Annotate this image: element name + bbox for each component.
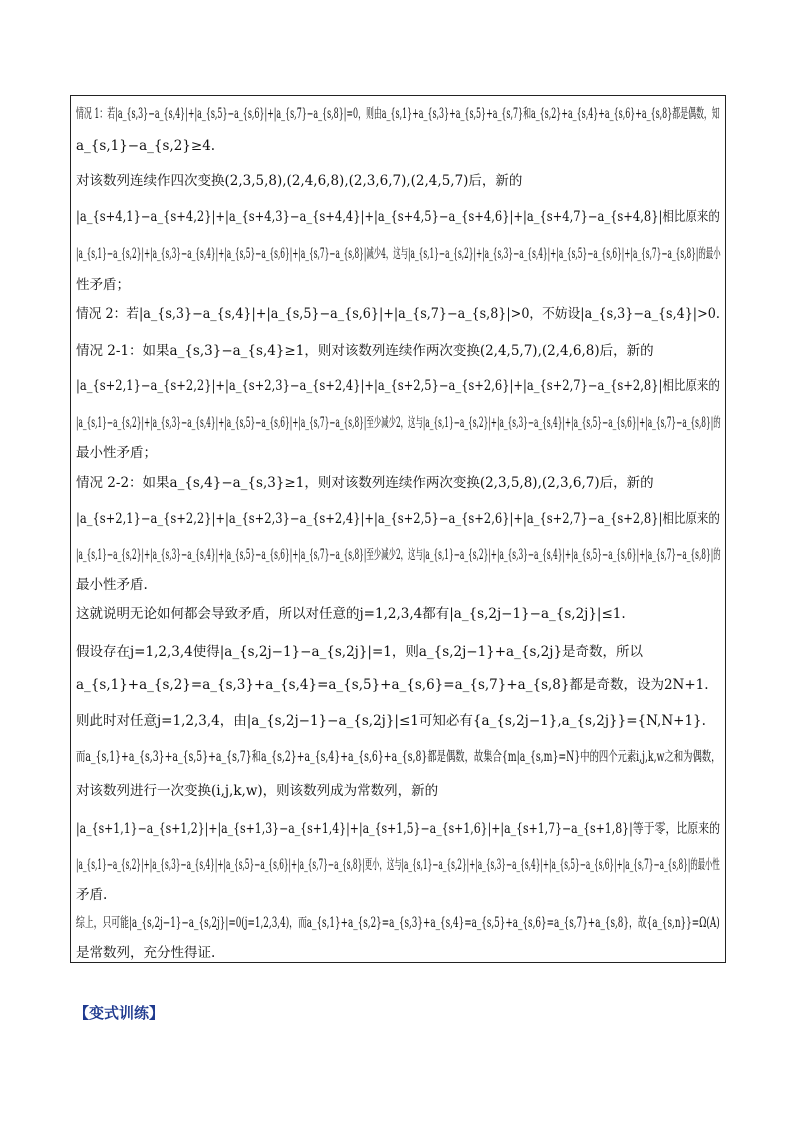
text-line-16: 这就说明无论如何都会导致矛盾，所以对任意的j=1,2,3,4都有|a_{s,2j−1}−a_{s,2j}|≤1. <box>76 606 626 622</box>
text-line-10: |a_{s,1}−a_{s,2}|+|a_{s,3}−a_{s,4}|+|a_{s,5}−a_{s,6}|+|a_{s,7}−a_{s,8}|至少减少2，这与|a_{s,1}−a_{s,2}|+|a_{s,3}−a_{s,4}|+|a_{s,5}−a_{s,6}|+|a_{s,7}−a_{s,8}|的 <box>76 415 721 431</box>
text-line-24: 矛盾. <box>76 887 108 903</box>
text-line-20: 而a_{s,1}+a_{s,3}+a_{s,5}+a_{s,7}和a_{s,2}+a_{s,4}+a_{s,6}+a_{s,8}都是偶数，故集合{m|a_{s,m}=N}中的四个元素i,j,k,w之和为偶数， <box>76 749 721 765</box>
text-line-9: |a_{s+2,1}−a_{s+2,2}|+|a_{s+2,3}−a_{s+2,4}|+|a_{s+2,5}−a_{s+2,6}|+|a_{s+2,7}−a_{s+2,8}|相比原来的 <box>76 378 720 394</box>
section-title: 【变式训练】 <box>74 1004 165 1022</box>
text-line-21: 对该数列进行一次变换(i,j,k,w)，则该数列成为常数列，新的 <box>76 783 439 799</box>
text-line-8: 情况 2-1：如果a_{s,3}−a_{s,4}≥1，则对该数列连续作两次变换(2,4,5,7),(2,4,6,8)后，新的 <box>76 343 654 359</box>
text-line-18: a_{s,1}+a_{s,2}=a_{s,3}+a_{s,4}=a_{s,5}+a_{s,6}=a_{s,7}+a_{s,8}都是奇数，设为2N+1. <box>76 677 709 693</box>
text-line-26: 是常数列，充分性得证. <box>76 945 216 961</box>
text-line-22: |a_{s+1,1}−a_{s+1,2}|+|a_{s+1,3}−a_{s+1,4}|+|a_{s+1,5}−a_{s+1,6}|+|a_{s+1,7}−a_{s+1,8}|等于零，比原来的 <box>76 821 721 837</box>
text-line-15: 最小性矛盾. <box>76 577 148 593</box>
text-line-14: |a_{s,1}−a_{s,2}|+|a_{s,3}−a_{s,4}|+|a_{s,5}−a_{s,6}|+|a_{s,7}−a_{s,8}|至少减少2，这与|a_{s,1}−a_{s,2}|+|a_{s,3}−a_{s,4}|+|a_{s,5}−a_{s,6}|+|a_{s,7}−a_{s,8}|的 <box>76 547 721 563</box>
text-line-1: 情况 1：若|a_{s,3}−a_{s,4}|+|a_{s,5}−a_{s,6}|+|a_{s,7}−a_{s,8}|=0，则由a_{s,1}+a_{s,3}+a_{s,5}+a_{s,7}和a_{s,2}+a_{s,4}+a_{s,6}+a_{s,8}都是偶数，知 <box>76 106 720 122</box>
text-line-7: 情况 2：若|a_{s,3}−a_{s,4}|+|a_{s,5}−a_{s,6}|+|a_{s,7}−a_{s,8}|>0，不妨设|a_{s,3}−a_{s,4}|>0. <box>76 306 720 322</box>
text-line-19: 则此时对任意j=1,2,3,4，由|a_{s,2j−1}−a_{s,2j}|≤1可知必有{a_{s,2j−1},a_{s,2j}}={N,N+1}. <box>76 713 706 729</box>
text-line-6: 性矛盾； <box>76 277 130 293</box>
text-line-12: 情况 2-2：如果a_{s,4}−a_{s,3}≥1，则对该数列连续作两次变换(2,3,5,8),(2,3,6,7)后，新的 <box>76 475 654 491</box>
text-line-13: |a_{s+2,1}−a_{s+2,2}|+|a_{s+2,3}−a_{s+2,4}|+|a_{s+2,5}−a_{s+2,6}|+|a_{s+2,7}−a_{s+2,8}|相比原来的 <box>76 511 720 527</box>
text-line-2: a_{s,1}−a_{s,2}≥4. <box>76 138 216 154</box>
text-line-25: 综上，只可能|a_{s,2j−1}−a_{s,2j}|=0(j=1,2,3,4)，而a_{s,1}+a_{s,2}=a_{s,3}+a_{s,4}=a_{s,5}+a_{s,6}=a_{s,7}+a_{s,8}，故{a_{s,n}}=Ω(A) <box>76 915 720 931</box>
text-line-11: 最小性矛盾； <box>76 445 157 461</box>
text-line-23: |a_{s,1}−a_{s,2}|+|a_{s,3}−a_{s,4}|+|a_{s,5}−a_{s,6}|+|a_{s,7}−a_{s,8}|更小，这与|a_{s,1}−a_{s,2}|+|a_{s,3}−a_{s,4}|+|a_{s,5}−a_{s,6}|+|a_{s,7}−a_{s,8}|的最小性 <box>76 857 720 873</box>
text-line-17: 假设存在j=1,2,3,4使得|a_{s,2j−1}−a_{s,2j}|=1，则a_{s,2j−1}+a_{s,2j}是奇数，所以 <box>76 644 644 660</box>
text-line-3: 对该数列连续作四次变换(2,3,5,8),(2,4,6,8),(2,3,6,7),(2,4,5,7)后，新的 <box>76 173 523 189</box>
text-line-5: |a_{s,1}−a_{s,2}|+|a_{s,3}−a_{s,4}|+|a_{s,5}−a_{s,6}|+|a_{s,7}−a_{s,8}|减少4，这与|a_{s,1}−a_{s,2}|+|a_{s,3}−a_{s,4}|+|a_{s,5}−a_{s,6}|+|a_{s,7}−a_{s,8}|的最小 <box>76 246 721 262</box>
text-line-4: |a_{s+4,1}−a_{s+4,2}|+|a_{s+4,3}−a_{s+4,4}|+|a_{s+4,5}−a_{s+4,6}|+|a_{s+4,7}−a_{s+4,8}|相比原来的 <box>76 209 720 225</box>
